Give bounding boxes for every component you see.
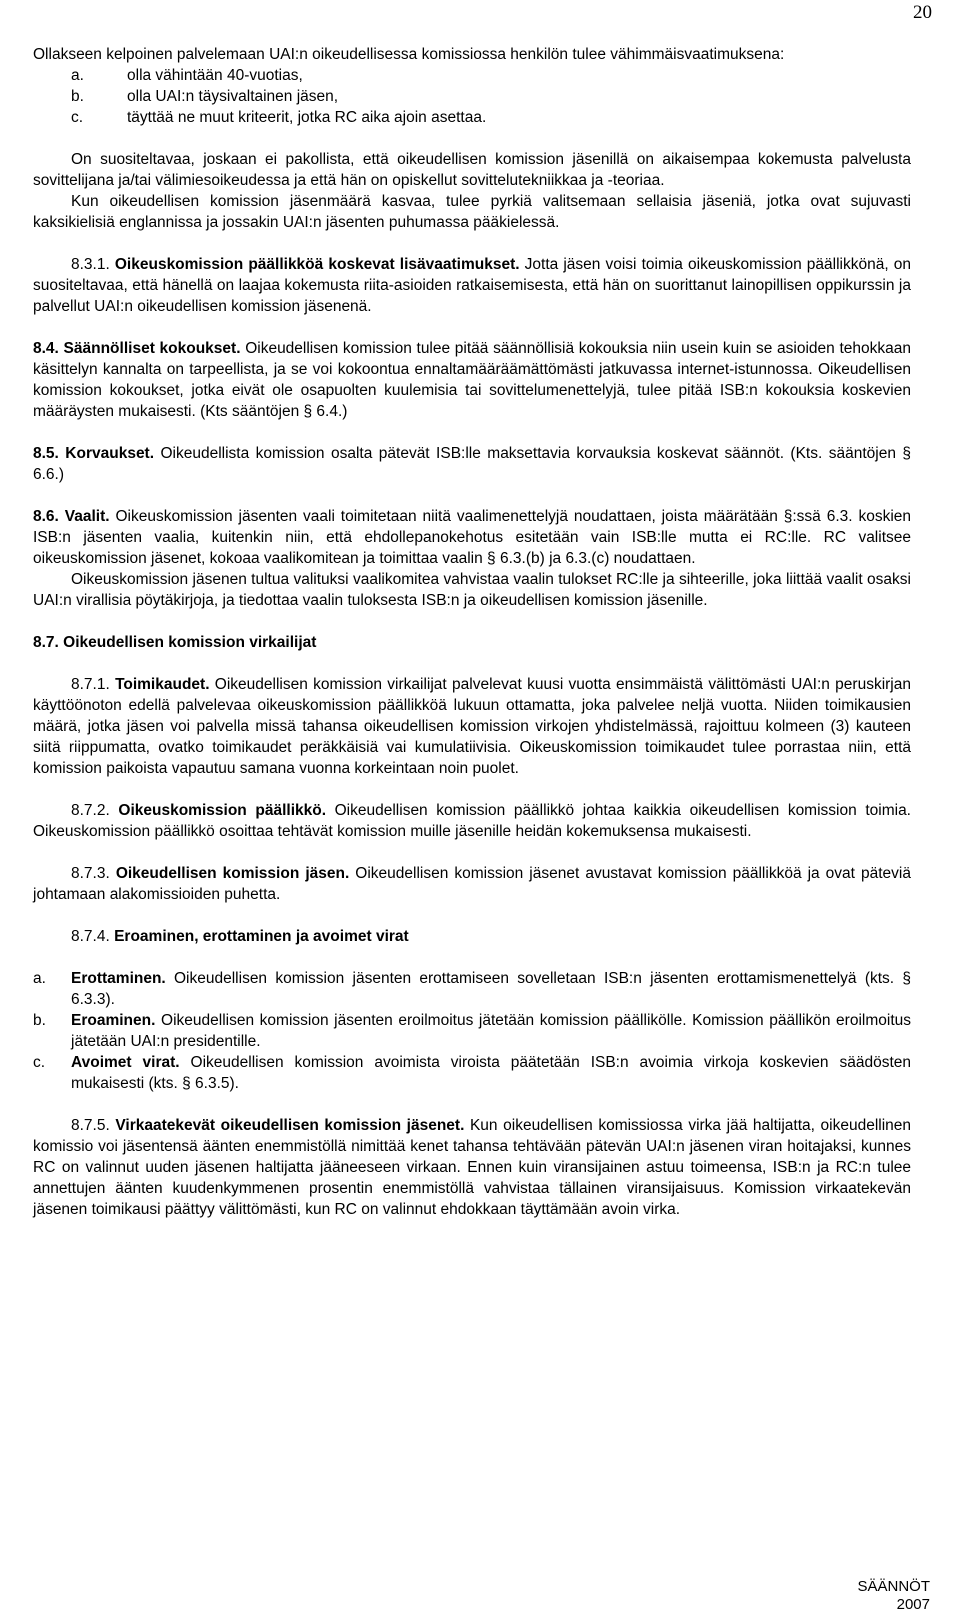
section-8-6-continued: Oikeuskomission jäsenen tultua valituksi vaalikomitea vahvistaa vaalin tulokset RC:lle ja sihteerille, joka liittää vaalit osaksi UAI:n virallisia pöytäkirjoja, ja tiedottaa vaalin tuloksesta ISB:n ja oikeudellisen komission jäsenille.	[33, 571, 911, 609]
section-8-5: 8.5. Korvaukset. Oikeudellista komission osalta pätevät ISB:lle maksettavia korvauksia koskevat säännöt. (Kts. sääntöjen § 6.6.)	[33, 445, 911, 483]
section-8-7-4: 8.7.4. Eroaminen, erottaminen ja avoimet virat	[71, 928, 409, 945]
section-8-7-3: 8.7.3. Oikeudellisen komission jäsen. Oikeudellisen komission jäsenet avustavat komission päällikköä ja ovat päteviä johtamaan alakomissioiden puhetta.	[33, 865, 911, 903]
page-number: 20	[913, 2, 932, 23]
list-item: a. olla vähintään 40-vuotias,	[71, 67, 303, 84]
section-8-7-heading: 8.7. Oikeudellisen komission virkailijat	[33, 634, 317, 651]
section-8-7-2: 8.7.2. Oikeuskomission päällikkö. Oikeudellisen komission päällikkö johtaa kaikkia oikeudellisen komission toimia. Oikeuskomission päällikkö osoittaa tehtävät komission muille jäsenille heidän kokemuksensa mukaisesti.	[33, 802, 911, 840]
section-title: Toimikaudet.	[115, 676, 210, 693]
section-title: Korvaukset.	[65, 445, 155, 462]
section-8-4: 8.4. Säännölliset kokoukset. Oikeudellisen komission tulee pitää säännöllisiä kokouksia niin usein kuin se asioiden tehokkaan käsittelyn kannalta on tarpeellista, ja se voi kokoontua ennaltamääräämättömästi jatkuvassa internet-istunnossa. Oikeudellisen komission kokoukset, jotka eivät ole osapuolten kuulemisia tai sovittelumenettelyjä, tulee pitää ISB:n kokouksia koskevien määräysten mukaisesti. (Kts sääntöjen § 6.4.)	[33, 340, 912, 420]
list-item: c. Avoimet virat. Oikeudellisen komission avoimista viroista päätetään ISB:n avoimia virkoja koskevien säädösten mukaisesti (kts. § 6.3.5).	[33, 1054, 912, 1092]
section-title: Oikeuskomission päällikköä koskevat lisävaatimukset.	[114, 256, 520, 273]
section-8-7-5: 8.7.5. Virkaatekevät oikeudellisen komission jäsenet. Kun oikeudellisen komissiossa virka jää haltijatta, oikeudellinen komissio voi jäsentensä äänten enemmistöllä nimittää kenet tahansa tehtävään pätevän UAI:n jäsenen viran hoitajaksi, kunnes RC on valinnut uuden jäsenen haltijatta jääneeseen virkaan. Ennen kuin viransijainen astuu toimeensa, ISB:n ja RC:n tulee annettujen äänten kuudenkymmenen prosentin enemmistöllä vahvistaa tällainen viransijaisuus. Komission virkaatekevän jäsenen toimikausi päättyy välittömästi, kun RC on valinnut ehdokkaan täyttämään avoin virka.	[33, 1117, 912, 1218]
section-title: Eroaminen, erottaminen ja avoimet virat	[114, 928, 409, 945]
section-title: Oikeuskomission päällikkö.	[118, 802, 327, 819]
footer-title: SÄÄNNÖT	[857, 1578, 930, 1595]
footer	[857, 1578, 930, 1614]
criteria-list	[33, 65, 911, 128]
section-title: Virkaatekevät oikeudellisen komission jäsenet.	[115, 1117, 465, 1134]
section-number: 8.4.	[33, 340, 59, 357]
section-number: 8.6.	[33, 508, 59, 525]
section-title: Oikeudellisen komission jäsen.	[115, 865, 350, 882]
intro-text: Ollakseen kelpoinen palvelemaan UAI:n oikeudellisessa komissiossa henkilön tulee vähimmäisvaatimuksena:	[33, 46, 785, 63]
paragraph-bilingual: Kun oikeudellisen komission jäsenmäärä kasvaa, tulee pyrkiä valitsemaan sellaisia jäseniä, jotka ovat sujuvasti kaksikielisiä englannissa ja jossakin UAI:n jäsenten puhumassa pääkielessä.	[33, 193, 911, 231]
list-item: b. Eroaminen. Oikeudellisen komission jäsenten eroilmoitus jätetään komission päällikölle. Komission päällikön eroilmoitus jätetään UAI:n presidentille.	[33, 1012, 911, 1050]
section-number: 8.5.	[33, 445, 59, 462]
list-item: b. olla UAI:n täysivaltainen jäsen,	[71, 88, 339, 105]
section-8-6: 8.6. Vaalit. Oikeuskomission jäsenten vaali toimitetaan niitä vaalimenettelyjä noudattaen, joista määrätään §:ssä 6.3. koskien ISB:n jäsenten vaalia, kuitenkin niin, että ehdollepanokehotus esitetään vain ISB:lle mutta ei RC:lle. RC valitsee oikeuskomission jäsenet, kokoaa vaalikomitean ja toimittaa vaalin § 6.3.(b) ja 6.3.(c) noudattaen.	[33, 508, 912, 567]
list-item: c. täyttää ne muut kriteerit, jotka RC aika ajoin asettaa.	[71, 109, 487, 126]
footer-year: 2007	[896, 1596, 930, 1613]
section-title: Säännölliset kokoukset.	[63, 340, 241, 357]
list-item: a. Erottaminen. Oikeudellisen komission jäsenten erottamiseen sovelletaan ISB:n jäsenten erottamismenettelyä (kts. § 6.3.3).	[33, 970, 911, 1008]
document-body	[33, 44, 911, 1220]
paragraph-experience: On suositeltavaa, joskaan ei pakollista, että oikeudellisen komission jäsenillä on aikaisempaa kokemusta palvelusta sovittelijana ja/tai välimiesoikeudessa ja että hän on opiskellut sovittelutekniikkaa ja -teoriaa.	[33, 151, 911, 189]
section-8-3-1: 8.3.1. Oikeuskomission päällikköä koskevat lisävaatimukset. Jotta jäsen voisi toimia oikeuskomission päällikkönä, on suositeltavaa, että hänellä on laajaa kokemusta riita-asioiden ratkaisemisesta, että hän on suorittanut lainopillisen oppikurssin ja palvellut UAI:n oikeudellisen komission jäsenenä.	[33, 256, 911, 315]
section-title: Vaalit.	[64, 508, 110, 525]
resignation-list	[33, 968, 911, 1094]
section-8-7-1: 8.7.1. Toimikaudet. Oikeudellisen komission virkailijat palvelevat kuusi vuotta ensimmäistä välittömästi UAI:n peruskirjan käyttöönoton edellä palvelevaa oikeuskomission päällikköä lukuun ottamatta, joka palvelee neljä vuotta. Niiden toimikausien määrä, jotka jäsen voi palvella missä tahansa oikeudellisen komission virkojen yhdistelmässä, rajoittuu kolmeen (3) kauteen siitä riippumatta, ovatko toimikaudet peräkkäisiä vai kumulatiivisia. Oikeuskomission toimikaudet tulee porrastaa niin, että komission paikoista vapautuu samana vuonna korkeintaan noin puolet.	[33, 676, 911, 777]
